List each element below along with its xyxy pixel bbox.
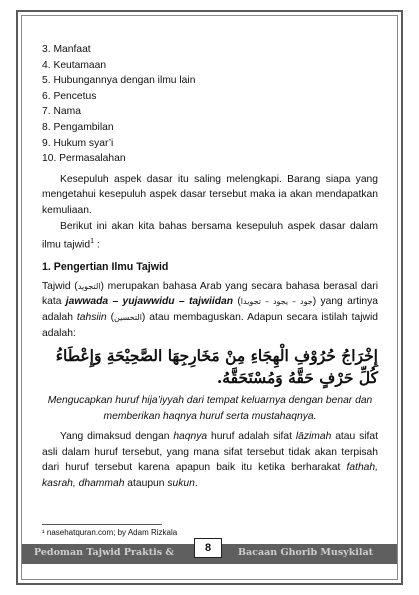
arabic-inline: التجويد: [77, 281, 101, 291]
expl-text: .: [194, 478, 198, 490]
expl-text: Yang dimaksud dengan: [60, 431, 174, 443]
aspect-list: [42, 42, 378, 167]
def-text: ) atau membaguskan. Adapun secara istilah tajwid adalah:: [42, 311, 378, 339]
list-item: 5. Hubungannya dengan ilmu lain: [42, 75, 196, 87]
def-text: ) merupakan bahasa Arab yang secara bahasa berasal dari kata: [42, 280, 378, 308]
footnote-divider: [42, 524, 162, 525]
list-item: 3. Manfaat: [42, 44, 91, 55]
paragraph-intro: Kesepuluh aspek dasar itu saling melengkapi. Barang siapa yang mengetahui kesepuluh aspek dasar tersebut maka ia akan mendapatkan kemuliaan.: [42, 173, 378, 216]
arabic-definition: إِخْرَاجُ حُرُوْفِ الْهِجَاءِ مِنْ مَخَارِجِهَا الصَّحِيْحَةِ وَإِعْطَاءُ كُلِّ حَرْفٍ حَقَّهُ وَمُسْتَحَقَّهُ.: [55, 346, 378, 388]
paragraph-definition: [42, 279, 378, 341]
expl-text: huruf adalah sifat: [207, 431, 296, 443]
footnote: ¹ nasehatquran.com; by Adam Rizkala: [42, 528, 178, 537]
list-item: 7. Nama: [42, 106, 81, 118]
paragraph-explanation: [42, 429, 378, 491]
expl-emphasis: lāzimah: [295, 431, 332, 443]
list-item: 8. Pengambilan: [42, 121, 114, 133]
footnote-ref: 1: [90, 238, 94, 246]
expl-text: atau sifat asli dalam huruf tersebut, yang mana sifat tersebut tidak akan terpisah dari huruf tersebut karena apapun baik itu ketika berharakat: [42, 431, 379, 474]
expl-emphasis: sukun: [167, 478, 195, 490]
footer-book-title-left: Pedoman Tajwid Praktis &: [34, 547, 174, 558]
def-text: ) yang artinya adalah: [42, 296, 379, 323]
def-text: Tajwid (: [42, 280, 78, 292]
page-number: 8: [194, 538, 222, 558]
expl-emphasis: haqnya: [173, 431, 208, 443]
footer-book-title-right: Bacaan Ghorib Musykilat: [238, 547, 374, 558]
list-item: 9. Hukum syar’i: [42, 137, 114, 149]
def-emphasis: jawwada – yujawwidu – tajwiidan: [65, 296, 234, 308]
expl-emphasis: fathah, kasrah, dhammah: [42, 462, 378, 490]
page-content: [42, 42, 378, 492]
def-text: (: [233, 296, 241, 308]
paragraph-next: [42, 219, 378, 254]
list-item: 6. Pencetus: [42, 90, 97, 102]
section-heading: 1. Pengertian Ilmu Tajwid: [42, 261, 169, 274]
def-text: (: [106, 311, 115, 323]
list-item: 10. Permasalahan: [42, 153, 126, 165]
list-item: 4. Keutamaan: [42, 59, 107, 71]
def-emphasis: tahsiin: [76, 311, 107, 323]
paragraph-next-end: :: [93, 239, 100, 251]
arabic-inline: التحسين: [114, 312, 142, 322]
arabic-inline: جود – يجود – تجويدا: [240, 297, 313, 307]
translation: Mengucapkan huruf hija’iyyah dari tempat keluarnya dengan benar dan memberikan haqnya huruf serta mustahaqnya.: [47, 395, 373, 422]
paragraph-next-text: Berikut ini akan kita bahas bersama kesepuluh aspek dasar dalam ilmu tajwid: [42, 220, 378, 251]
expl-text: ataupun: [124, 478, 168, 490]
